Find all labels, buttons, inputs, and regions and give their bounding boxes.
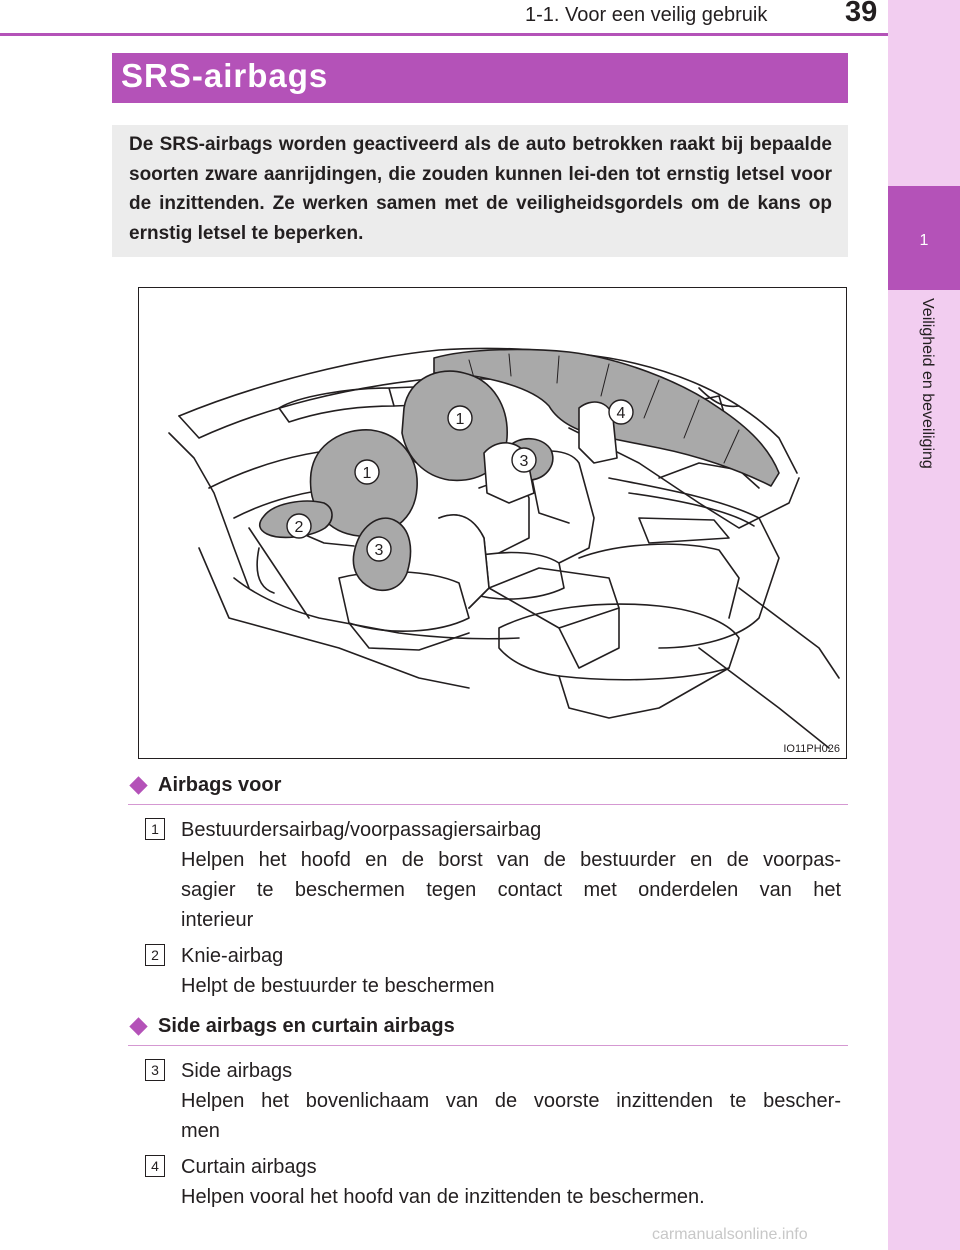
- item-number-badge: 3: [145, 1059, 165, 1081]
- page-title: SRS-airbags: [121, 57, 329, 94]
- section-heading-label: Side airbags en curtain airbags: [158, 1015, 455, 1037]
- item-number-badge: 4: [145, 1155, 165, 1177]
- section-heading-front-airbags: [128, 776, 848, 805]
- header-rule: [0, 33, 888, 36]
- chapter-title: Veiligheid en beveiliging: [919, 298, 936, 469]
- item-desc-line: Helpen het bovenlichaam van de voorste inzittenden te bescher-: [181, 1090, 841, 1112]
- figure-code: IO11PH026: [783, 743, 840, 755]
- item-desc-line: men: [181, 1120, 220, 1142]
- callout-1-passenger: [448, 406, 472, 430]
- item-text: [181, 941, 841, 1001]
- svg-text:1: 1: [362, 465, 372, 482]
- item-title: Side airbags: [181, 1060, 293, 1082]
- item-text: [181, 1152, 841, 1212]
- diamond-bullet-icon: [129, 776, 147, 794]
- chapter-number: 1: [919, 232, 929, 249]
- item-number-badge: 2: [145, 944, 165, 966]
- svg-text:3: 3: [374, 542, 384, 559]
- item-title: Bestuurdersairbag/voorpassagiersairbag: [181, 819, 542, 841]
- callout-2-knee: [287, 514, 311, 538]
- callout-3-upper: [512, 448, 536, 472]
- item-desc-line: sagier te beschermen tegen contact met onderdelen van het: [181, 879, 841, 901]
- item-number-badge: 1: [145, 818, 165, 840]
- section-heading-side-curtain-airbags: [128, 1017, 848, 1046]
- airbag-illustration: [138, 287, 847, 759]
- item-desc-line: Helpen vooral het hoofd van de inzittenden te beschermen.: [181, 1186, 705, 1208]
- header-section-title: 1-1. Voor een veilig gebruik: [525, 4, 768, 26]
- svg-text:3: 3: [519, 453, 529, 470]
- item-title: Knie-airbag: [181, 945, 284, 967]
- item-text: [181, 815, 841, 935]
- section-title-bar: [112, 53, 848, 103]
- item-desc-line: interieur: [181, 909, 254, 931]
- intro-text: De SRS-airbags worden geactiveerd als de auto betrokken raakt bij bepaalde soorten zware aanrijdingen, die zouden kunnen lei-den tot ernstig letsel voor de inzittenden. Ze werken samen met de veiligheidsgordels om de kans op ernstig letsel te beperken.: [129, 134, 832, 244]
- chapter-number-tab[interactable]: [888, 186, 960, 290]
- intro-box: [112, 125, 848, 257]
- item-desc-line: Helpen het hoofd en de borst van de bestuurder en de voorpas-: [181, 849, 841, 871]
- callout-3-lower: [367, 537, 391, 561]
- watermark: carmanualsonline.info: [652, 1226, 808, 1243]
- svg-text:4: 4: [616, 405, 626, 422]
- item-title: Curtain airbags: [181, 1156, 317, 1178]
- callout-layer: [139, 288, 845, 757]
- svg-text:1: 1: [455, 411, 465, 428]
- diamond-bullet-icon: [129, 1017, 147, 1035]
- page-number: 39: [845, 0, 878, 28]
- item-desc-line: Helpt de bestuurder te beschermen: [181, 975, 495, 997]
- svg-text:2: 2: [294, 519, 304, 536]
- item-text: [181, 1056, 841, 1146]
- section-heading-label: Airbags voor: [158, 774, 282, 796]
- callout-4-curtain: [609, 400, 633, 424]
- callout-1-driver: [355, 460, 379, 484]
